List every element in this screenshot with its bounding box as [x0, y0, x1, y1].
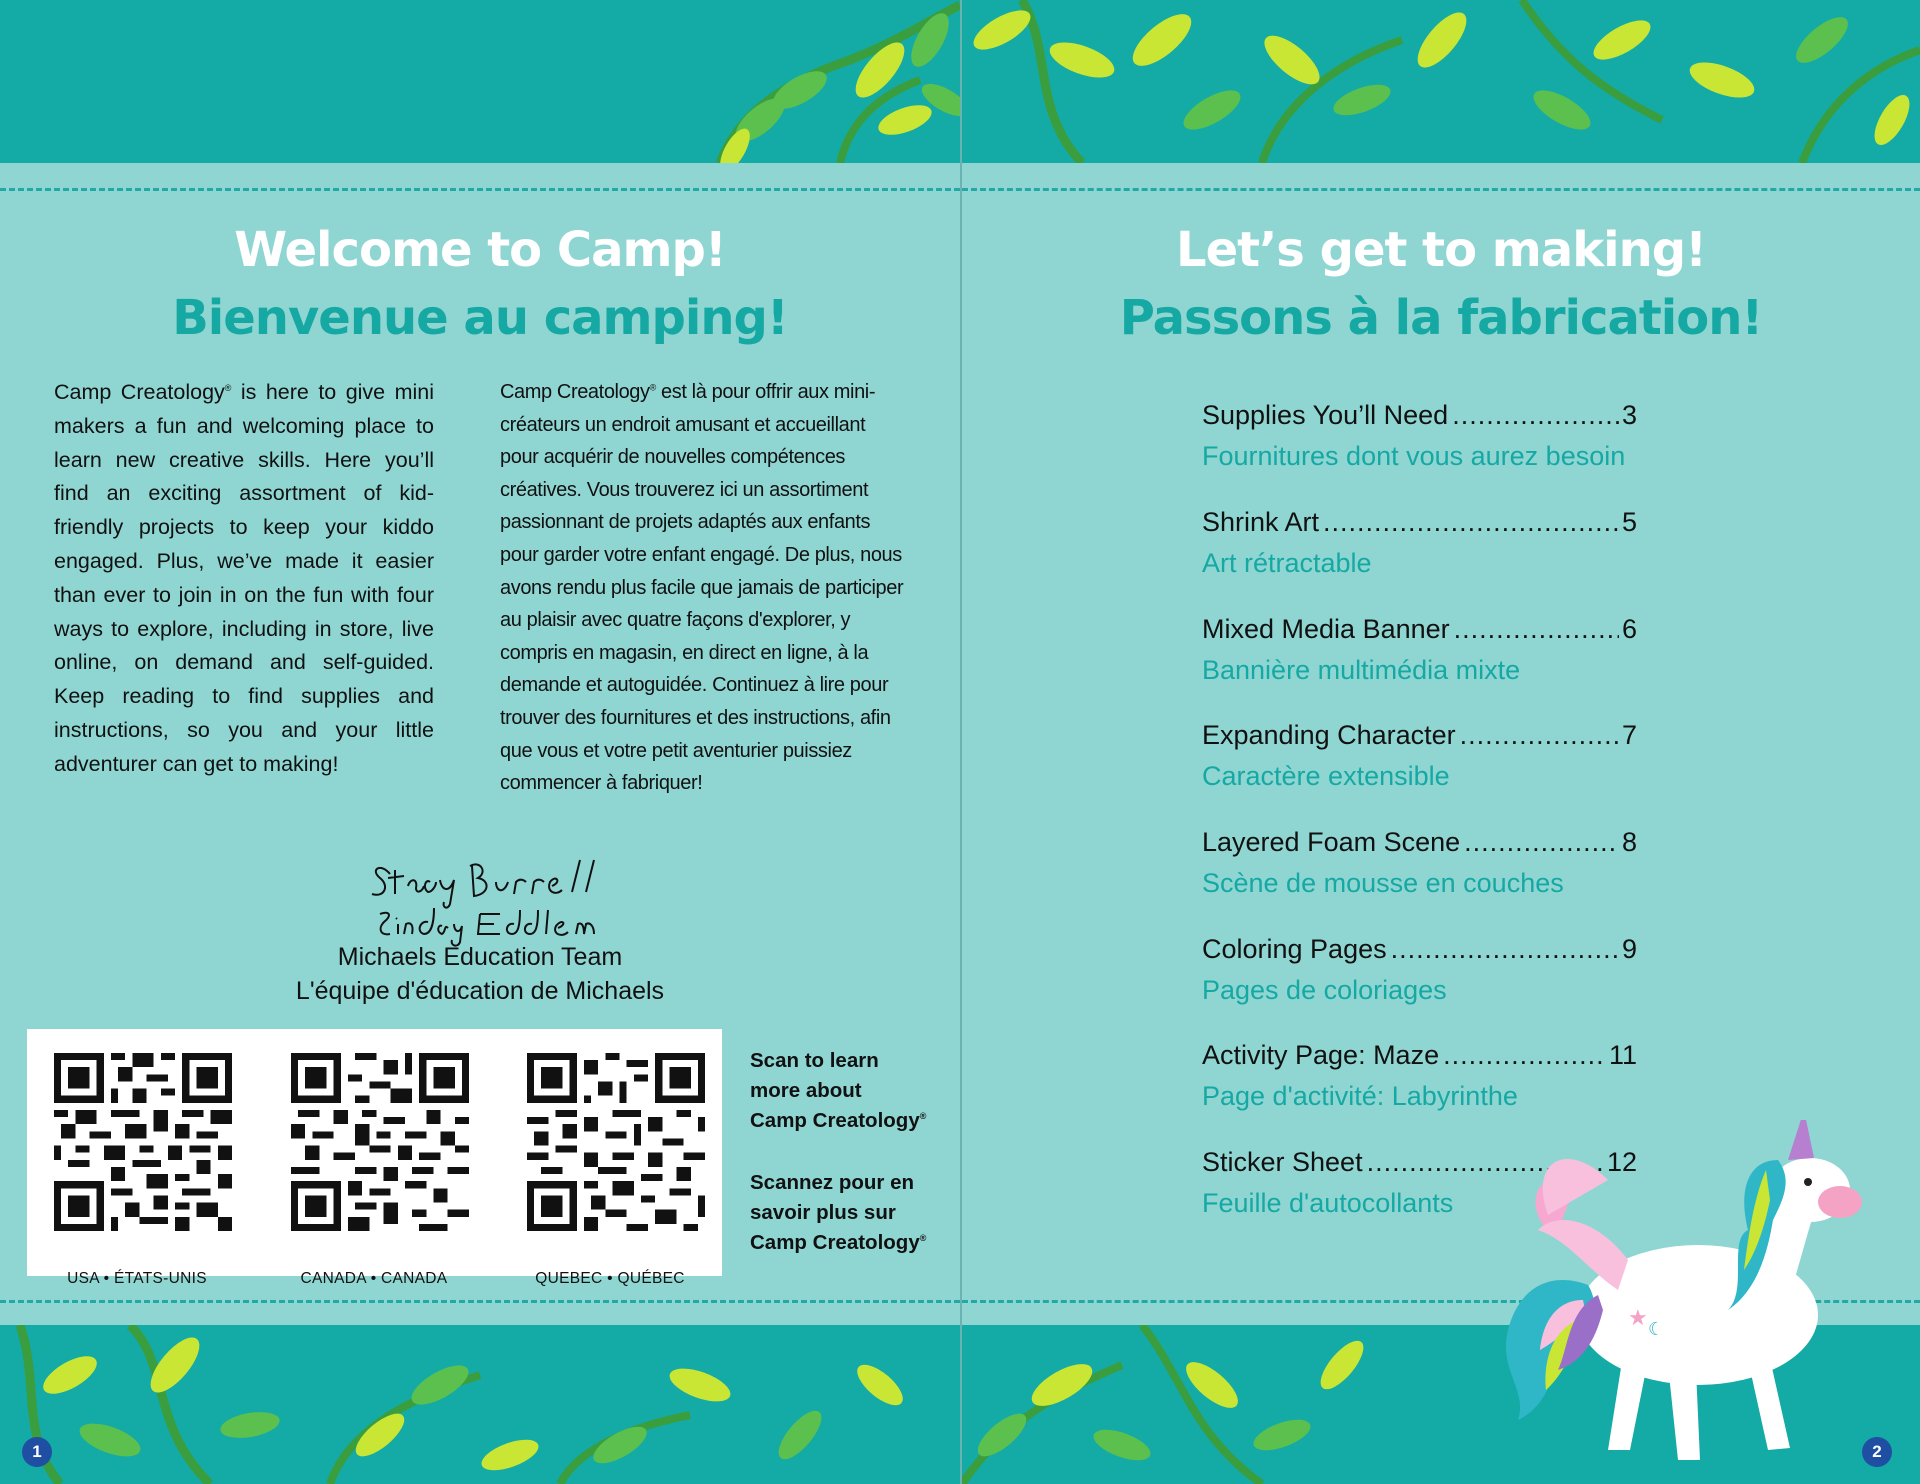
leaf-vine-decoration-icon — [962, 0, 1920, 163]
toc-title-fr: Feuille d'autocollants — [1202, 1188, 1454, 1218]
intro-fr: Camp Creatology® est là pour offrir aux mini-créateurs un endroit amusant et accueillant pour acquérir de nouvelles compétences créatives. Vous trouverez ici un assortiment passionnant de projets adaptés aux enfants pour garder votre enfant engagé. De plus, nous avons rendu plus facile que jamais de participer au plaisir avec quatre façons d'explorer, y compris en magasin, en direct en ligne, à la demande et autoguidée. Continuez à lire pour trouver des fournitures et des instructions, afin que vous et votre petit aventurier puissiez commencer à fabriquer! — [500, 381, 904, 795]
toc-page: 12 — [1606, 1147, 1637, 1177]
toc-title-fr: Page d'activité: Labyrinthe — [1202, 1081, 1518, 1111]
title-en: Let’s get to making! — [1175, 222, 1706, 278]
toc-title-fr: Fournitures dont vous aurez besoin — [1202, 441, 1626, 471]
toc-title-fr: Caractère extensible — [1202, 761, 1450, 791]
toc-page: 7 — [1621, 720, 1637, 750]
title-en: Welcome to Camp! — [234, 222, 726, 278]
right-page — [962, 0, 1920, 1484]
leaf-vine-decoration-icon — [0, 0, 960, 163]
bottom-dashed-line — [0, 1300, 960, 1303]
toc-item[interactable] — [1202, 718, 1637, 793]
toc-leader — [1443, 1038, 1606, 1072]
toc-page: 9 — [1621, 934, 1637, 964]
scan-note-fr: Scannez pour en savoir plus sur Camp Creatology® — [750, 1171, 927, 1254]
svg-text:☾: ☾ — [1648, 1319, 1665, 1340]
toc-item[interactable] — [1202, 612, 1637, 687]
toc-title-en: Expanding Character — [1202, 720, 1456, 750]
qr-panel — [27, 1029, 722, 1287]
bottom-foliage-band — [0, 1325, 960, 1484]
qr-code-icon[interactable] — [54, 1053, 232, 1231]
top-dashed-line — [0, 188, 960, 191]
toc-leader — [1464, 825, 1619, 859]
toc-item[interactable] — [1202, 932, 1637, 1007]
qr-code-icon[interactable] — [527, 1053, 705, 1231]
toc-page: 5 — [1621, 507, 1637, 537]
toc-title-en: Supplies You’ll Need — [1202, 400, 1449, 430]
toc-leader — [1323, 505, 1619, 539]
page-number-badge: 2 — [1862, 1437, 1892, 1467]
leaf-vine-decoration-icon — [0, 1325, 960, 1484]
toc-leader — [1391, 932, 1619, 966]
handwritten-signature-icon — [350, 852, 610, 952]
toc-title-en: Sticker Sheet — [1202, 1147, 1363, 1177]
toc-title-fr: Scène de mousse en couches — [1202, 868, 1564, 898]
qr-caption: QUEBEC • QUÉBEC — [535, 1270, 685, 1287]
unicorn-illustration-icon — [1448, 1120, 1888, 1480]
page-number-badge: 1 — [22, 1437, 52, 1467]
title-fr: Bienvenue au camping! — [172, 290, 788, 346]
toc-title-en: Shrink Art — [1202, 507, 1320, 537]
toc-page: 8 — [1621, 827, 1637, 857]
toc-page: 6 — [1621, 614, 1637, 644]
toc-title-en: Coloring Pages — [1202, 934, 1387, 964]
svg-text:★: ★ — [1628, 1306, 1648, 1331]
toc-item[interactable] — [1202, 825, 1637, 900]
toc-title-en: Mixed Media Banner — [1202, 614, 1450, 644]
toc-title-en: Activity Page: Maze — [1202, 1040, 1440, 1070]
qr-code-icon[interactable] — [291, 1053, 469, 1231]
intro-en: Camp Creatology® is here to give mini makers a fun and welcoming place to learn new creative skills. Here you’ll find an exciting assortment of kid-friendly projects to keep your kiddo engaged. Plus, we’ve made it easier than ever to join in on the fun with four ways to explore, including in store, live online, on demand and self-guided. Keep reading to find supplies and instructions, so you and your little adventurer can get to making! — [54, 380, 435, 776]
registered-mark: ® — [224, 382, 232, 393]
registered-mark: ® — [649, 382, 656, 393]
toc-item[interactable] — [1202, 505, 1637, 580]
team-en: Michaels Education Team — [337, 943, 623, 971]
top-dashed-line — [962, 188, 1920, 191]
toc-item[interactable] — [1202, 1038, 1637, 1113]
toc-title-fr: Bannière multimédia mixte — [1202, 655, 1521, 685]
toc-leader — [1452, 398, 1619, 432]
scan-note-en: Scan to learn more about Camp Creatology® — [750, 1049, 927, 1132]
team-fr: L'équipe d'éducation de Michaels — [295, 977, 665, 1005]
qr-caption: USA • ÉTATS-UNIS — [67, 1270, 207, 1287]
toc-page: 11 — [1608, 1040, 1637, 1070]
toc-leader — [1460, 718, 1619, 752]
title-fr: Passons à la fabrication! — [1119, 290, 1763, 346]
toc-leader — [1454, 612, 1619, 646]
toc-title-en: Layered Foam Scene — [1202, 827, 1461, 857]
top-foliage-band — [962, 0, 1920, 163]
toc-page: 3 — [1621, 400, 1637, 430]
toc-title-fr: Pages de coloriages — [1202, 975, 1447, 1005]
qr-caption: CANADA • CANADA — [300, 1270, 448, 1287]
toc-title-fr: Art rétractable — [1202, 548, 1372, 578]
toc-item[interactable] — [1202, 398, 1637, 473]
top-foliage-band — [0, 0, 960, 163]
